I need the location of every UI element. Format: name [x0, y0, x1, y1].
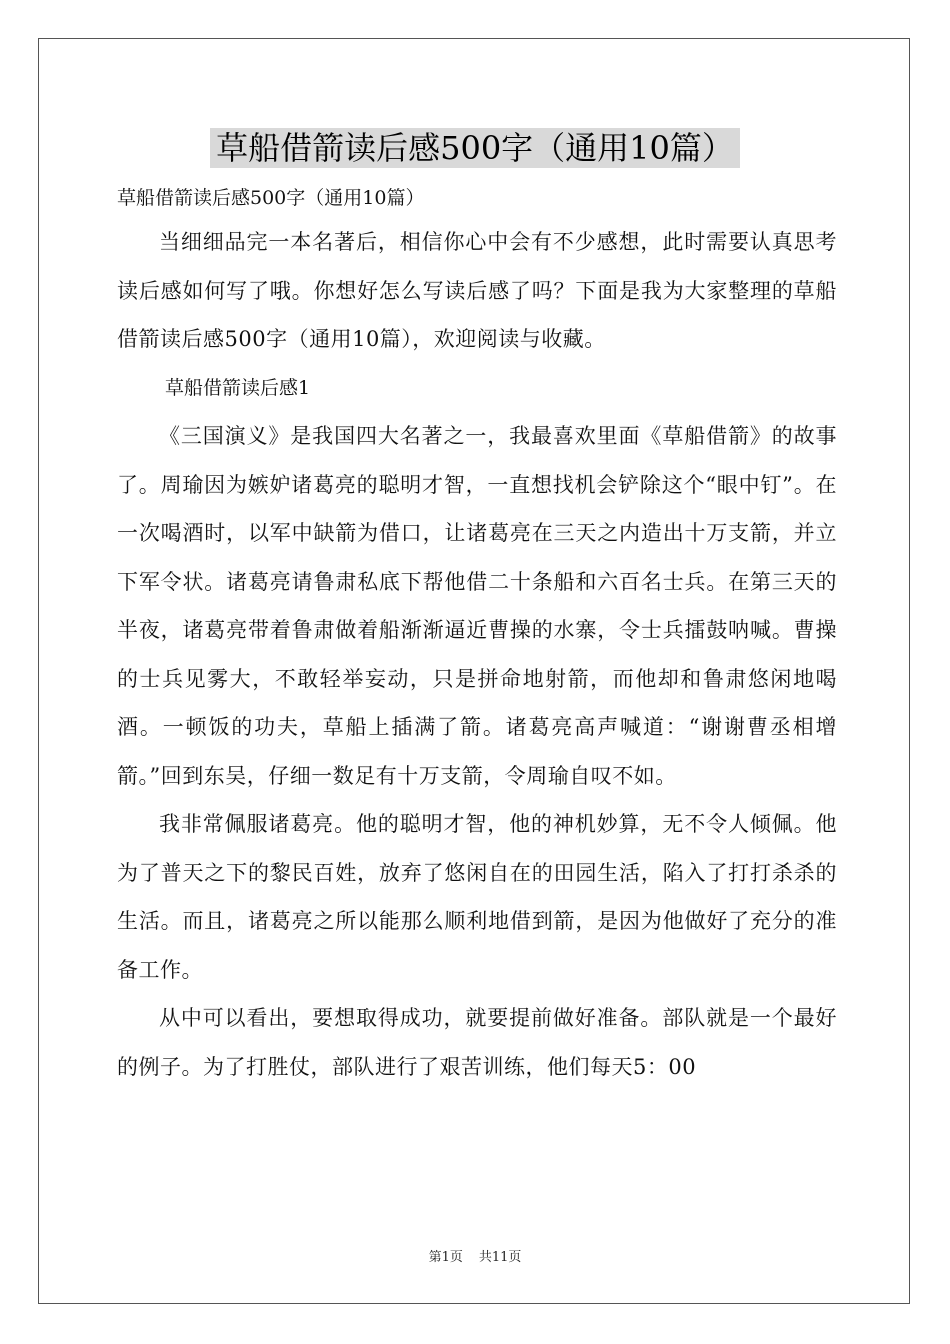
document-body — [117, 178, 837, 1091]
page-total: 共11页 — [478, 1250, 522, 1265]
page-number: 第1页 — [428, 1250, 463, 1265]
body-paragraph: 从中可以看出，要想取得成功，就要提前做好准备。部队就是一个最好的例子。为了打胜仗，部队进行了艰苦训练，他们每天5：00 — [117, 1006, 837, 1079]
body-paragraph: 《三国演义》是我国四大名著之一，我最喜欢里面《草船借箭》的故事了。周瑜因为嫉妒诸葛亮的聪明才智，一直想找机会铲除这个“眼中钉”。在一次喝酒时，以军中缺箭为借口，让诸葛亮在三天之内造出十万支箭，并立下军令状。诸葛亮请鲁肃私底下帮他借二十条船和六百名士兵。在第三天的半夜，诸葛亮带着鲁肃做着船渐渐逼近曹操的水寨，令士兵擂鼓呐喊。曹操的士兵见雾大，不敢轻举妄动，只是拼命地射箭，而他却和鲁肃悠闲地喝酒。一顿饭的功夫，草船上插满了箭。诸葛亮高声喊道：“谢谢曹丞相增箭。”回到东吴，仔细一数足有十万支箭，令周瑜自叹不如。 — [117, 424, 837, 788]
page-footer — [0, 1246, 950, 1265]
title-container — [0, 128, 950, 168]
body-paragraph: 我非常佩服诸葛亮。他的聪明才智，他的神机妙算，无不令人倾佩。他为了普天之下的黎民百姓，放弃了悠闲自在的田园生活，陷入了打打杀杀的生活。而且，诸葛亮之所以能那么顺利地借到箭，是因为他做好了充分的准备工作。 — [117, 812, 837, 982]
document-subtitle: 草船借箭读后感500字（通用10篇） — [117, 187, 425, 209]
section-heading: 草船借箭读后感1 — [165, 376, 311, 399]
document-title: 草船借箭读后感500字（通用10篇） — [210, 128, 740, 168]
intro-paragraph: 当细细品完一本名著后，相信你心中会有不少感想，此时需要认真思考读后感如何写了哦。你想好怎么写读后感了吗？下面是我为大家整理的草船借箭读后感500字（通用10篇），欢迎阅读与收藏。 — [117, 230, 837, 351]
